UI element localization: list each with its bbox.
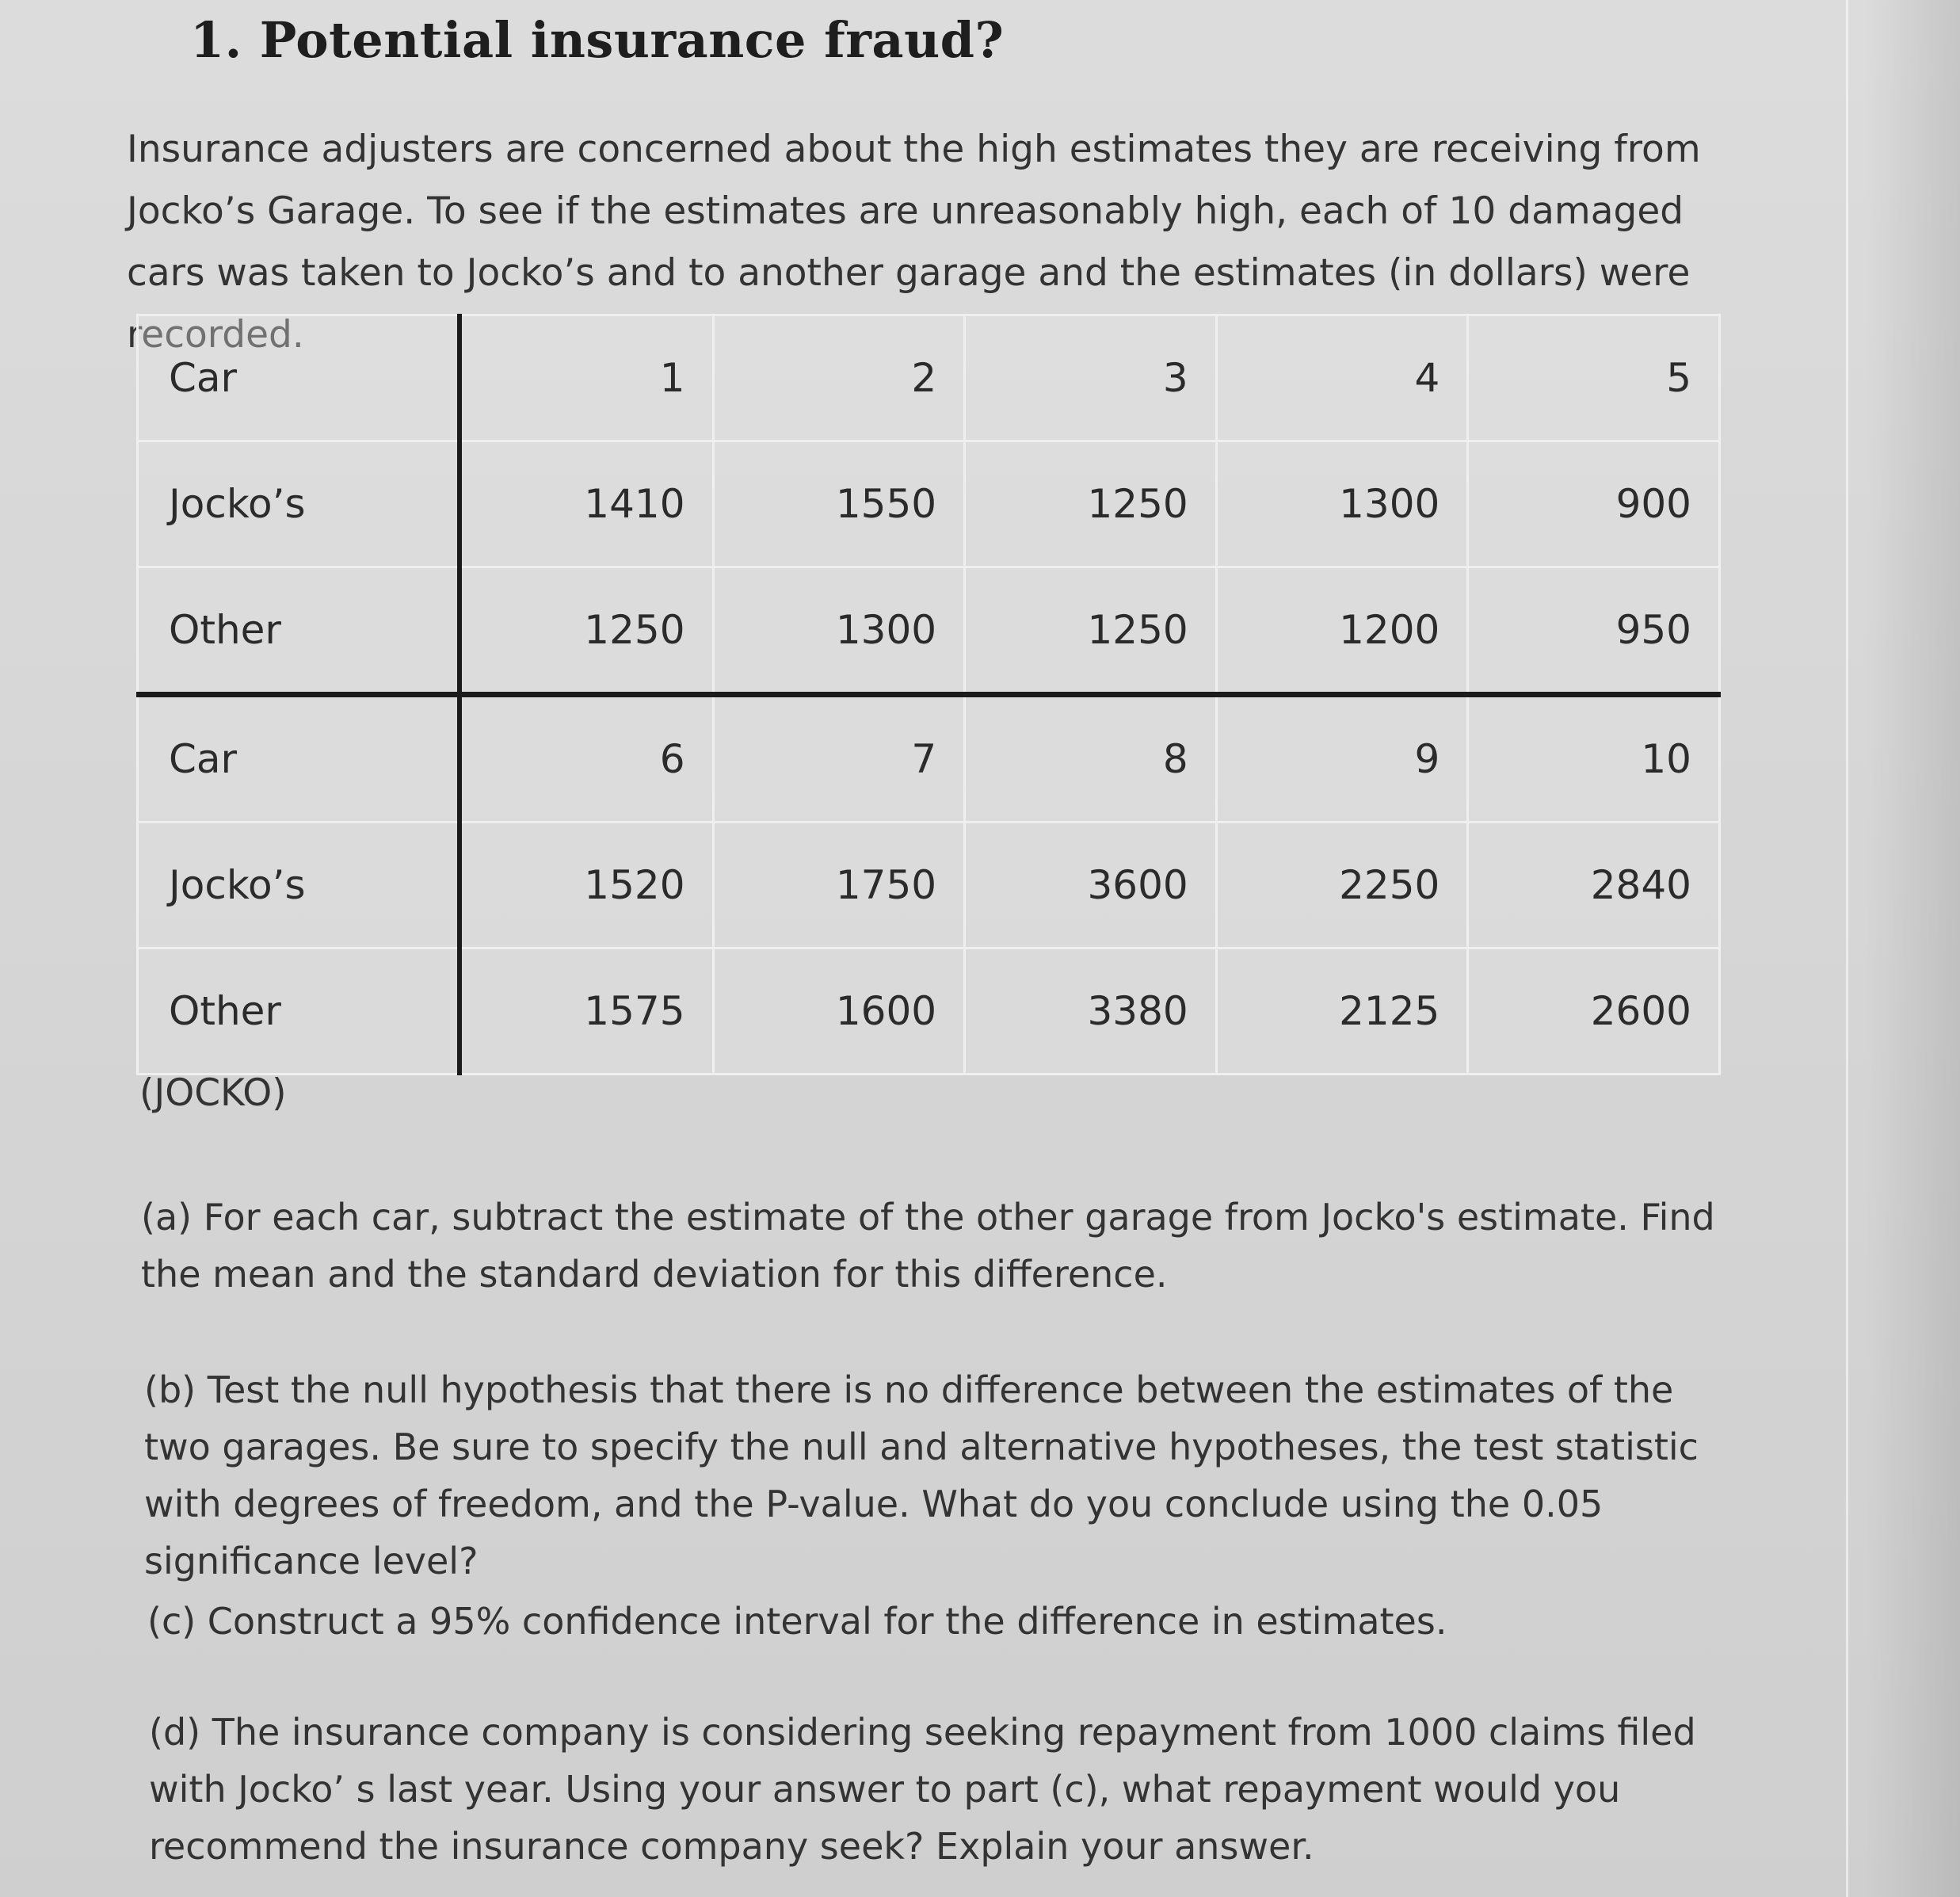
row-label: Other [138,567,460,695]
table-cell: 1200 [1216,567,1468,695]
table-cell: 3 [965,315,1217,441]
table-cell: 1250 [965,567,1217,695]
row-label: Car [138,315,460,441]
problem-intro: Insurance adjusters are concerned about the high estimates they are receiving from Jocko’s Garage. To see if the estimates are unreasonably high, each of 10 damaged cars was taken to Jocko’s and to another garage and the estimates (in dollars) were recorded. [127,128,1701,357]
table-cell: 2600 [1468,948,1720,1074]
table-cell: 1520 [459,823,713,948]
table-cell: 2125 [1216,948,1468,1074]
table-cell: 2250 [1216,823,1468,948]
row-label: Jocko’s [138,823,460,948]
table-cell: 1250 [965,441,1217,567]
question-b: (b) Test the null hypothesis that there is no difference between the estimates of the two garages. Be sure to specify the null and alternative hypotheses, the test statistic with degrees of freedom, and the P-value. What do you conclude using the 0.05 significance level? [144,1368,1699,1582]
table-cell: 1 [459,315,713,441]
table-row [138,441,1720,567]
table-row [138,567,1720,695]
table-cell: 4 [1216,315,1468,441]
table-cell: 1750 [713,823,965,948]
table-cell: 1250 [459,567,713,695]
table-cell: 8 [965,695,1217,823]
question-c: (c) Construct a 95% confidence interval for the difference in estimates. [147,1600,1447,1643]
table-row [138,948,1720,1074]
table-cell: 1550 [713,441,965,567]
table-cell: 7 [713,695,965,823]
table-cell: 2 [713,315,965,441]
table-cell: 1575 [459,948,713,1074]
table-cell: 3380 [965,948,1217,1074]
table-cell: 950 [1468,567,1720,695]
table-cell: 1410 [459,441,713,567]
table-cell: 900 [1468,441,1720,567]
table-cell: 2840 [1468,823,1720,948]
screen-edge-shadow [1865,0,1960,1897]
estimates-table [136,314,1721,1075]
table-cell: 3600 [965,823,1217,948]
table-header-row [138,695,1720,823]
table-cell: 1300 [713,567,965,695]
row-label: Jocko’s [138,441,460,567]
table-header-row [138,315,1720,441]
table-row [138,823,1720,948]
table-cell: 5 [1468,315,1720,441]
table-caption: (JOCKO) [139,1071,287,1115]
row-label: Car [138,695,460,823]
table-cell: 10 [1468,695,1720,823]
table-cell: 1600 [713,948,965,1074]
table-cell: 6 [459,695,713,823]
question-a: (a) For each car, subtract the estimate of the other garage from Jocko's estimate. Find the mean and the standard deviation for this difference. [141,1196,1715,1296]
row-label: Other [138,948,460,1074]
table-cell: 1300 [1216,441,1468,567]
question-d: (d) The insurance company is considering seeking repayment from 1000 claims filed with Jocko’ s last year. Using your answer to part (c), what repayment would you recommend the insurance company seek? Explain your answer. [149,1711,1696,1868]
problem-title: 1. Potential insurance fraud? [190,11,1005,69]
table-cell: 9 [1216,695,1468,823]
monitor-edge-line [1846,0,1848,1897]
